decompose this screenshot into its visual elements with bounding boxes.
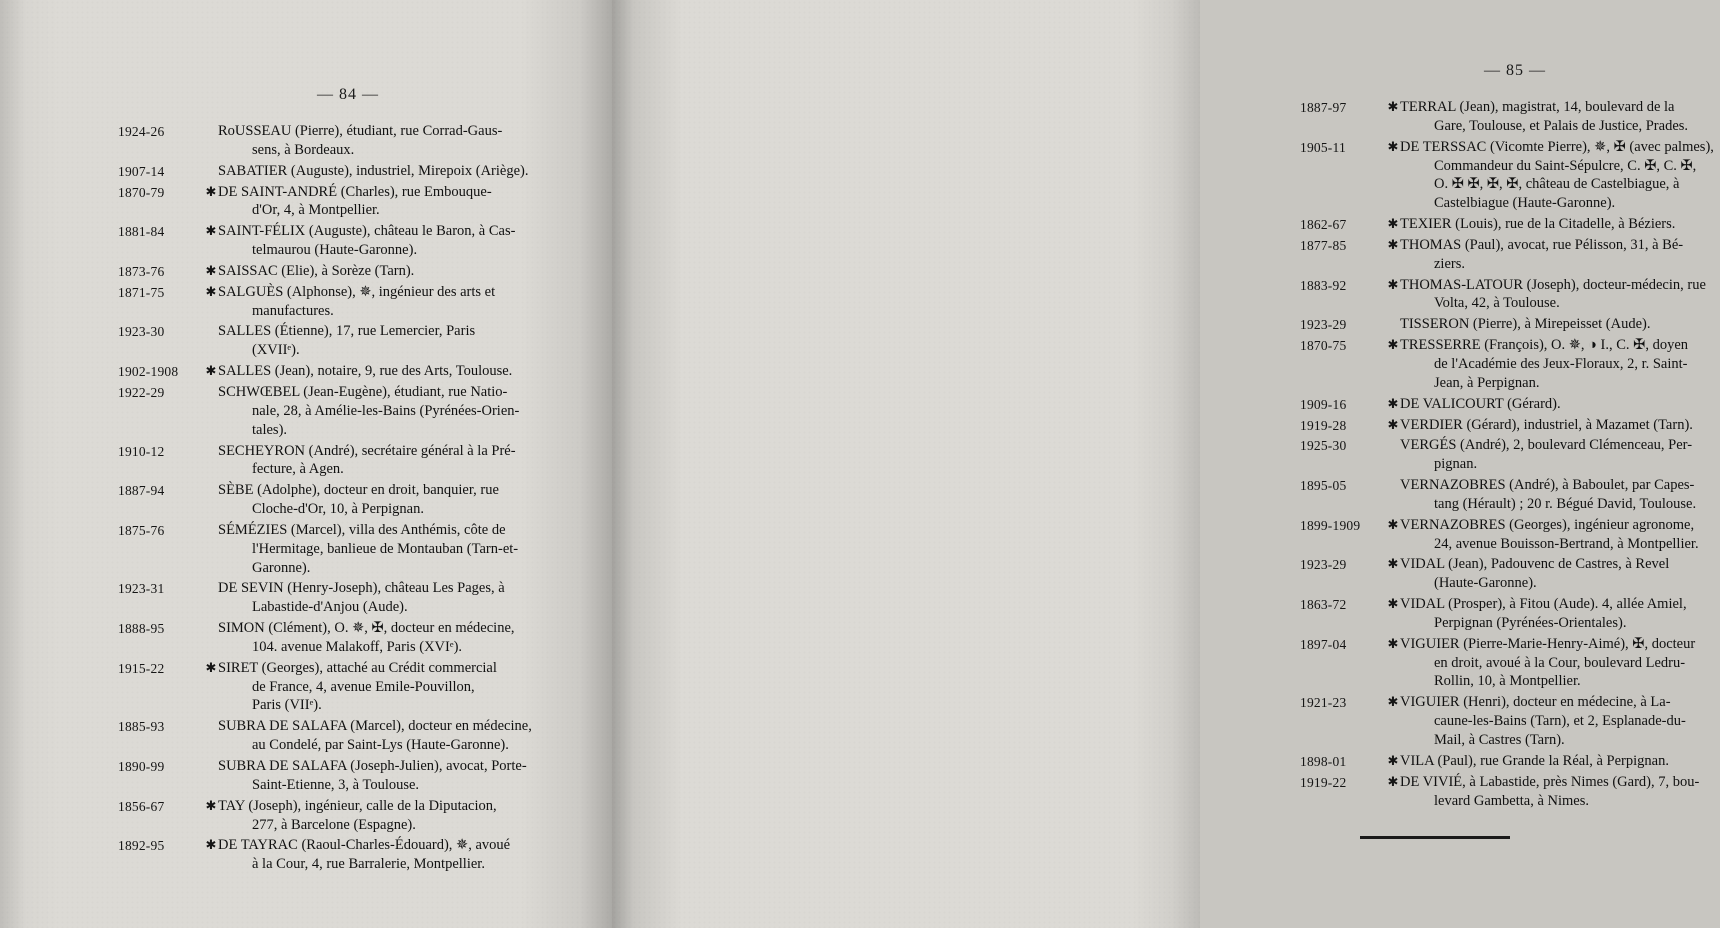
star-icon: ✱ bbox=[205, 363, 217, 379]
entry-years: 1881-84 bbox=[118, 224, 165, 240]
star-icon bbox=[1386, 315, 1400, 316]
directory-entry bbox=[118, 797, 548, 835]
entry-line: SUBRA DE SALAFA (Joseph-Julien), avocat, Porte- bbox=[218, 758, 527, 774]
entry-text bbox=[1400, 315, 1720, 334]
entry-years: 1877-85 bbox=[1300, 237, 1347, 253]
entry-years: 1862-67 bbox=[1300, 217, 1347, 233]
directory-entry bbox=[1300, 276, 1720, 314]
directory-entry bbox=[118, 222, 548, 260]
entry-years: 1870-79 bbox=[118, 184, 165, 200]
entry-years: 1923-30 bbox=[118, 324, 165, 340]
entry-years: 1923-29 bbox=[1300, 317, 1347, 333]
directory-entry bbox=[1300, 138, 1720, 213]
entry-years: 1919-28 bbox=[1300, 417, 1347, 433]
entry-text bbox=[218, 162, 548, 181]
entry-line: fecture, à Agen. bbox=[252, 461, 344, 478]
entry-years: 1909-16 bbox=[1300, 396, 1347, 412]
entry-line: Paris (VIIᵉ). bbox=[252, 697, 322, 714]
directory-entry bbox=[118, 322, 548, 360]
directory-entry bbox=[1300, 555, 1720, 593]
entry-line: VIGUIER (Pierre-Marie-Henry-Aimé), ✠, docteur bbox=[1400, 635, 1696, 652]
entry-line: sens, à Bordeaux. bbox=[252, 141, 355, 158]
directory-entry bbox=[118, 579, 548, 617]
entry-line: au Condelé, par Saint-Lys (Haute-Garonne). bbox=[252, 737, 509, 754]
star-icon bbox=[204, 619, 218, 620]
section-end-rule bbox=[1360, 836, 1510, 839]
entry-text bbox=[1400, 555, 1720, 593]
star-icon: ✱ bbox=[205, 659, 217, 675]
entry-line: 104. avenue Malakoff, Paris (XVIᵉ). bbox=[252, 638, 463, 655]
entry-line: Castelbiague (Haute-Garonne). bbox=[1434, 195, 1616, 212]
star-icon bbox=[204, 122, 218, 123]
directory-entry bbox=[118, 122, 548, 160]
entry-text bbox=[1400, 516, 1720, 554]
entry-years: 1907-14 bbox=[118, 163, 165, 179]
entry-line: l'Hermitage, banlieue de Montauban (Tarn-et- bbox=[252, 540, 519, 557]
directory-entry bbox=[1300, 336, 1720, 393]
star-icon bbox=[204, 442, 218, 443]
entry-list-right bbox=[1300, 98, 1720, 810]
star-icon: ✱ bbox=[1387, 752, 1399, 768]
star-icon bbox=[204, 717, 218, 718]
entry-line: SALLES (Jean), notaire, 9, rue des Arts, Toulouse. bbox=[218, 363, 513, 380]
star-icon: ✱ bbox=[1387, 416, 1399, 432]
page-number-left: — 84 — bbox=[317, 86, 379, 103]
entry-text bbox=[1400, 436, 1720, 474]
directory-entry bbox=[1300, 693, 1720, 750]
entry-line: DE SEVIN (Henry-Joseph), château Les Pages, à bbox=[218, 580, 505, 597]
entry-years: 1887-94 bbox=[118, 483, 165, 499]
entry-text bbox=[218, 757, 548, 795]
entry-line: SAINT-FÉLIX (Auguste), château le Baron, à Cas- bbox=[218, 223, 516, 240]
entry-line: DE VALICOURT (Gérard). bbox=[1400, 395, 1561, 412]
entry-line: VERNAZOBRES (André), à Baboulet, par Capes- bbox=[1400, 477, 1695, 494]
directory-entry bbox=[118, 717, 548, 755]
directory-entry bbox=[118, 442, 548, 480]
star-icon: ✱ bbox=[205, 223, 217, 239]
directory-entry bbox=[1300, 236, 1720, 274]
entry-text bbox=[218, 481, 548, 519]
entry-line: THOMAS-LATOUR (Joseph), docteur-médecin, rue bbox=[1400, 276, 1706, 293]
entry-line: SIRET (Georges), attaché au Crédit commercial bbox=[218, 659, 497, 676]
entry-line: DE VIVIÉ, à Labastide, près Nimes (Gard), 7, bou- bbox=[1400, 773, 1700, 790]
entry-text bbox=[218, 619, 548, 657]
entry-line: VILA (Paul), rue Grande la Réal, à Perpignan. bbox=[1400, 752, 1669, 769]
entry-text bbox=[218, 579, 548, 617]
entry-text bbox=[218, 521, 548, 578]
entry-line: Commandeur du Saint-Sépulcre, C. ✠, C. ✠, bbox=[1434, 157, 1697, 174]
entry-years: 1921-23 bbox=[1300, 695, 1347, 711]
entry-line: caune-les-Bains (Tarn), et 2, Esplanade-du- bbox=[1434, 713, 1686, 730]
entry-years: 1899-1909 bbox=[1300, 517, 1361, 533]
entry-years: 1888-95 bbox=[118, 621, 165, 637]
entry-line: DE TERSSAC (Vicomte Pierre), ✵, ✠ (avec palmes), bbox=[1400, 138, 1714, 155]
entry-line: pignan. bbox=[1434, 456, 1478, 473]
entry-line: VIDAL (Jean), Padouvenc de Castres, à Revel bbox=[1400, 556, 1670, 573]
entry-line: Garonne). bbox=[252, 559, 311, 576]
entry-years: 1873-76 bbox=[118, 263, 165, 279]
entry-text bbox=[1400, 595, 1720, 633]
entry-line: Mail, à Castres (Tarn). bbox=[1434, 732, 1565, 748]
directory-entry bbox=[1300, 98, 1720, 136]
entry-years: 1892-95 bbox=[118, 838, 165, 854]
entry-text bbox=[218, 383, 548, 440]
entry-years: 1925-30 bbox=[1300, 438, 1347, 454]
star-icon bbox=[1386, 476, 1400, 477]
star-icon: ✱ bbox=[1387, 216, 1399, 232]
directory-entry bbox=[118, 283, 548, 321]
directory-entry bbox=[1300, 395, 1720, 414]
entry-line: levard Gambetta, à Nimes. bbox=[1434, 792, 1590, 809]
entry-years: 1923-31 bbox=[118, 581, 165, 597]
star-icon bbox=[204, 481, 218, 482]
entry-text bbox=[1400, 336, 1720, 393]
directory-entry bbox=[1300, 416, 1720, 435]
paper-grain-texture bbox=[612, 0, 1200, 928]
entry-text bbox=[1400, 215, 1720, 234]
entry-text bbox=[218, 283, 548, 321]
entry-years: 1924-26 bbox=[118, 124, 165, 139]
star-icon: ✱ bbox=[1387, 395, 1399, 411]
entry-line: Labastide-d'Anjou (Aude). bbox=[252, 599, 408, 616]
star-icon bbox=[204, 521, 218, 522]
star-icon: ✱ bbox=[1387, 694, 1399, 710]
right-page-text-column bbox=[1300, 62, 1720, 839]
directory-entry bbox=[1300, 215, 1720, 234]
page-number-right: — 85 — bbox=[1484, 62, 1546, 79]
directory-entry bbox=[1300, 635, 1720, 692]
entry-years: 1910-12 bbox=[118, 443, 165, 459]
entry-line: SABATIER (Auguste), industriel, Mirepoix (Ariège). bbox=[218, 162, 529, 179]
entry-text bbox=[1400, 416, 1720, 435]
entry-text bbox=[218, 836, 548, 874]
directory-entry bbox=[118, 162, 548, 181]
entry-line: (Haute-Garonne). bbox=[1434, 575, 1537, 592]
entry-line: SAISSAC (Elie), à Sorèze (Tarn). bbox=[218, 262, 415, 279]
entry-line: telmaurou (Haute-Garonne). bbox=[252, 242, 418, 259]
entry-line: SUBRA DE SALAFA (Marcel), docteur en médecine, bbox=[218, 718, 532, 735]
entry-line: RᴏUSSEAU (Pierre), étudiant, rue Corrad-Gaus- bbox=[218, 123, 503, 139]
directory-entry bbox=[1300, 516, 1720, 554]
directory-entry bbox=[1300, 752, 1720, 771]
entry-years: 1898-01 bbox=[1300, 753, 1347, 769]
entry-text bbox=[1400, 773, 1720, 811]
entry-line: VIDAL (Prosper), à Fitou (Aude). 4, allée Amiel, bbox=[1400, 596, 1687, 613]
entry-line: VERNAZOBRES (Georges), ingénieur agronome, bbox=[1400, 516, 1695, 533]
entry-line: tang (Hérault) ; 20 r. Bégué David, Toulouse. bbox=[1434, 495, 1697, 512]
directory-entry bbox=[118, 757, 548, 795]
star-icon bbox=[204, 579, 218, 580]
entry-line: TISSERON (Pierre), à Mirepeisset (Aude). bbox=[1400, 316, 1651, 333]
entry-years: 1922-29 bbox=[118, 384, 165, 400]
star-icon: ✱ bbox=[1387, 635, 1399, 651]
directory-entry bbox=[118, 183, 548, 221]
star-icon: ✱ bbox=[205, 262, 217, 278]
star-icon: ✱ bbox=[205, 797, 217, 813]
entry-line: VERGÉS (André), 2, boulevard Clémenceau, Per- bbox=[1400, 437, 1693, 454]
entry-line: SALLES (Étienne), 17, rue Lemercier, Paris bbox=[218, 323, 476, 340]
star-icon: ✱ bbox=[1387, 556, 1399, 572]
entry-years: 1870-75 bbox=[1300, 338, 1347, 354]
entry-years: 1887-97 bbox=[1300, 100, 1347, 115]
entry-text bbox=[218, 262, 548, 281]
left-page bbox=[0, 0, 612, 928]
star-icon: ✱ bbox=[1387, 773, 1399, 789]
star-icon bbox=[204, 383, 218, 384]
entry-years: 1856-67 bbox=[118, 798, 165, 814]
entry-line: à la Cour, 4, rue Barralerie, Montpellier. bbox=[252, 856, 485, 873]
entry-text bbox=[1400, 276, 1720, 314]
entry-text bbox=[218, 442, 548, 480]
entry-line: Saint-Etienne, 3, à Toulouse. bbox=[252, 776, 420, 793]
entry-years: 1871-75 bbox=[118, 284, 165, 300]
entry-line: Rollin, 10, à Montpellier. bbox=[1434, 673, 1581, 690]
star-icon: ✱ bbox=[1387, 99, 1399, 114]
star-icon: ✱ bbox=[205, 283, 217, 299]
directory-entry bbox=[118, 383, 548, 440]
entry-text bbox=[1400, 138, 1720, 213]
star-icon: ✱ bbox=[1387, 596, 1399, 612]
entry-line: DE SAINT-ANDRÉ (Charles), rue Embouque- bbox=[218, 183, 492, 200]
entry-line: Jean, à Perpignan. bbox=[1434, 374, 1540, 391]
entry-text bbox=[218, 717, 548, 755]
directory-entry bbox=[118, 619, 548, 657]
directory-entry bbox=[118, 481, 548, 519]
left-page-text-column bbox=[118, 86, 548, 876]
entry-years: 1875-76 bbox=[118, 522, 165, 538]
right-page bbox=[612, 0, 1714, 928]
star-icon: ✱ bbox=[1387, 138, 1399, 154]
star-icon bbox=[1386, 436, 1400, 437]
entry-line: de l'Académie des Jeux-Floraux, 2, r. Saint- bbox=[1434, 355, 1688, 372]
entry-text bbox=[218, 322, 548, 360]
entry-years: 1915-22 bbox=[118, 660, 165, 676]
entry-line: VERDIER (Gérard), industriel, à Mazamet (Tarn). bbox=[1400, 416, 1693, 433]
entry-line: SÉMÉZIES (Marcel), villa des Anthémis, côte de bbox=[218, 521, 506, 538]
entry-line: en droit, avoué à la Cour, boulevard Ledru- bbox=[1434, 654, 1686, 671]
entry-years: 1919-22 bbox=[1300, 774, 1347, 790]
star-icon: ✱ bbox=[205, 183, 217, 199]
entry-text bbox=[218, 122, 548, 160]
entry-line: 277, à Barcelone (Espagne). bbox=[252, 816, 416, 833]
entry-text bbox=[1400, 752, 1720, 771]
entry-text bbox=[218, 362, 548, 381]
directory-entry bbox=[118, 521, 548, 578]
directory-entry bbox=[1300, 476, 1720, 514]
directory-entry bbox=[118, 659, 548, 716]
entry-line: VIGUIER (Henri), docteur en médecine, à La- bbox=[1400, 694, 1671, 711]
entry-line: O. ✠ ✠, ✠, ✠, château de Castelbiague, à bbox=[1434, 176, 1680, 193]
entry-years: 1863-72 bbox=[1300, 597, 1347, 613]
directory-entry bbox=[118, 362, 548, 381]
star-icon bbox=[204, 322, 218, 323]
entry-text bbox=[1400, 395, 1720, 414]
entry-years: 1905-11 bbox=[1300, 139, 1346, 155]
directory-entry bbox=[118, 836, 548, 874]
directory-entry bbox=[1300, 773, 1720, 811]
entry-line: ziers. bbox=[1434, 255, 1465, 272]
star-icon: ✱ bbox=[1387, 236, 1399, 252]
entry-list-left bbox=[118, 122, 548, 874]
entry-text bbox=[218, 183, 548, 221]
entry-line: Volta, 42, à Toulouse. bbox=[1434, 295, 1560, 312]
entry-years: 1890-99 bbox=[118, 759, 165, 774]
entry-line: TAY (Joseph), ingénieur, calle de la Diputacion, bbox=[218, 797, 497, 814]
star-icon: ✱ bbox=[205, 837, 217, 853]
entry-line: SCHWŒBEL (Jean-Eugène), étudiant, rue Natio- bbox=[218, 383, 508, 400]
directory-entry bbox=[118, 262, 548, 281]
entry-line: SÈBE (Adolphe), docteur en droit, banquier, rue bbox=[218, 482, 499, 499]
entry-text bbox=[1400, 236, 1720, 274]
entry-years: 1897-04 bbox=[1300, 636, 1347, 652]
entry-line: DE TAYRAC (Raoul-Charles-Édouard), ✵, avoué bbox=[218, 837, 511, 854]
entry-line: TEXIER (Louis), rue de la Citadelle, à Béziers. bbox=[1400, 216, 1676, 233]
entry-line: Gare, Toulouse, et Palais de Justice, Prades. bbox=[1434, 117, 1689, 134]
entry-line: SECHEYRON (André), secrétaire général à la Pré- bbox=[218, 442, 516, 459]
star-icon bbox=[204, 757, 218, 758]
directory-entry bbox=[1300, 436, 1720, 474]
entry-line: d'Or, 4, à Montpellier. bbox=[252, 202, 380, 219]
entry-text bbox=[1400, 635, 1720, 692]
star-icon bbox=[204, 162, 218, 163]
star-icon: ✱ bbox=[1387, 516, 1399, 532]
entry-line: manufactures. bbox=[252, 302, 334, 319]
entry-text bbox=[218, 797, 548, 835]
entry-line: (XVIIᵉ). bbox=[252, 342, 300, 359]
entry-line: Cloche-d'Or, 10, à Perpignan. bbox=[252, 501, 424, 518]
entry-years: 1895-05 bbox=[1300, 478, 1347, 494]
entry-years: 1883-92 bbox=[1300, 277, 1347, 293]
entry-line: TRESSERRE (François), O. ✵, ◑ I., C. ✠, doyen bbox=[1400, 337, 1689, 354]
star-icon: ✱ bbox=[1387, 337, 1399, 353]
entry-line: SALGUÈS (Alphonse), ✵, ingénieur des arts et bbox=[218, 283, 496, 300]
entry-text bbox=[218, 222, 548, 260]
star-icon: ✱ bbox=[1387, 276, 1399, 292]
entry-line: THOMAS (Paul), avocat, rue Pélisson, 31, à Bé- bbox=[1400, 236, 1684, 253]
entry-line: 24, avenue Bouisson-Bertrand, à Montpellier. bbox=[1434, 535, 1699, 552]
entry-years: 1923-29 bbox=[1300, 557, 1347, 573]
entry-line: nale, 28, à Amélie-les-Bains (Pyrénées-Orien- bbox=[252, 402, 520, 419]
directory-entry bbox=[1300, 315, 1720, 334]
entry-line: tales). bbox=[252, 421, 288, 438]
entry-years: 1885-93 bbox=[118, 719, 165, 735]
entry-text bbox=[218, 659, 548, 716]
directory-entry bbox=[1300, 595, 1720, 633]
entry-line: TERRAL (Jean), magistrat, 14, boulevard de la bbox=[1400, 99, 1675, 115]
entry-text bbox=[1400, 476, 1720, 514]
entry-years: 1902-1908 bbox=[118, 364, 179, 380]
entry-line: de France, 4, avenue Emile-Pouvillon, bbox=[252, 678, 475, 695]
entry-line: SIMON (Clément), O. ✵, ✠, docteur en médecine, bbox=[218, 620, 515, 637]
entry-text bbox=[1400, 98, 1720, 136]
entry-line: Perpignan (Pyrénées-Orientales). bbox=[1434, 614, 1627, 631]
entry-text bbox=[1400, 693, 1720, 750]
